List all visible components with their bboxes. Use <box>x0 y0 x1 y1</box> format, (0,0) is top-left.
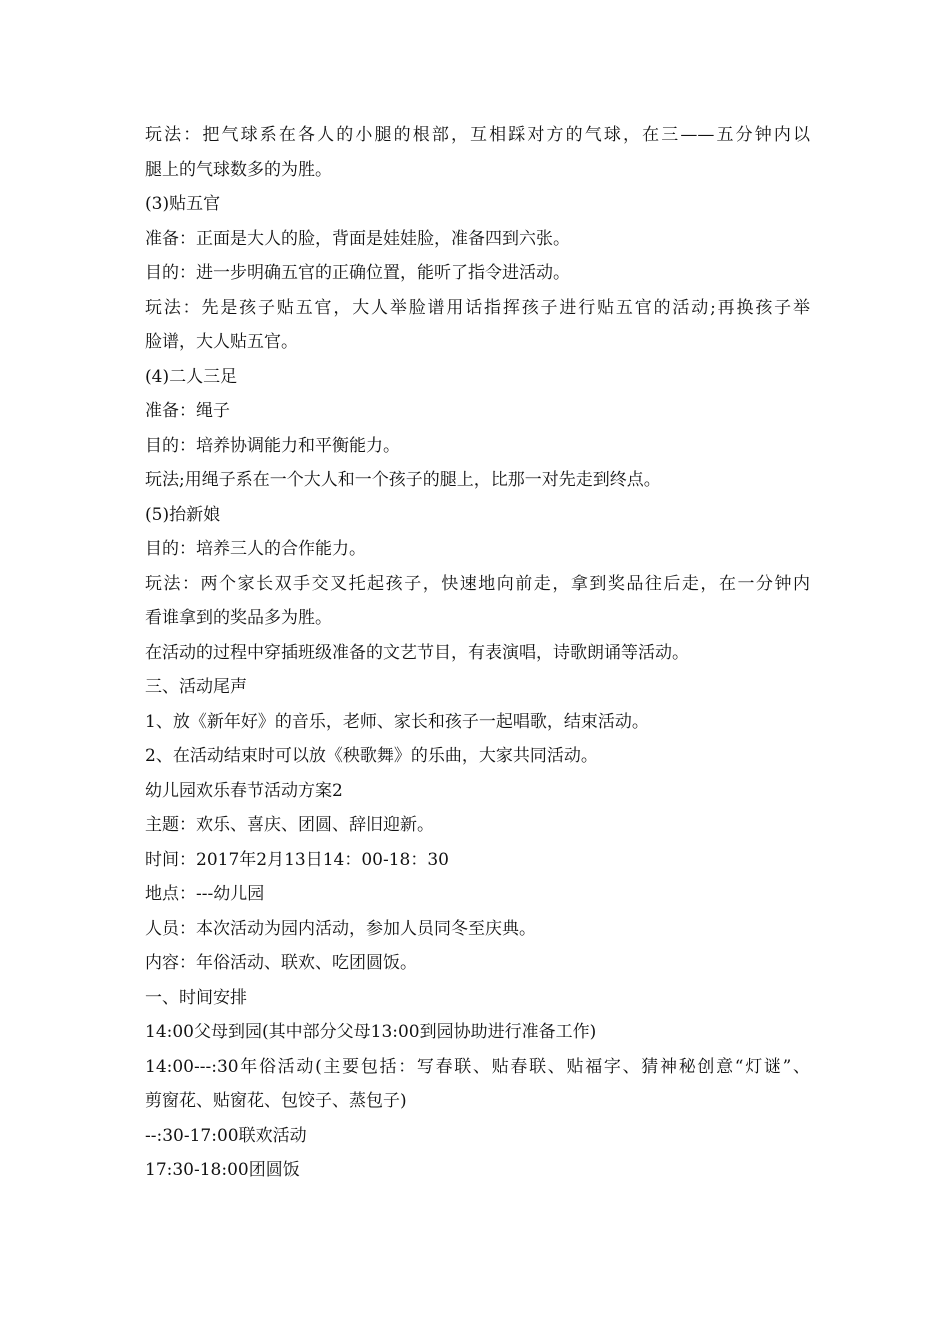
text-line: 幼儿园欢乐春节活动方案2 <box>145 780 343 801</box>
text-line: 2、在活动结束时可以放《秧歌舞》的乐曲，大家共同活动。 <box>145 746 598 766</box>
text-line: 内容：年俗活动、联欢、吃团圆饭。 <box>145 953 417 973</box>
document-page <box>145 118 810 1188</box>
text-line: 14:00父母到园(其中部分父母13:00到园协助进行准备工作) <box>145 1022 597 1042</box>
text-line: 人员：本次活动为园内活动，参加人员同冬至庆典。 <box>145 918 536 939</box>
text-line: 剪窗花、贴窗花、包饺子、蒸包子) <box>145 1091 407 1111</box>
text-line: 三、活动尾声 <box>145 677 247 697</box>
text-line: 一、时间安排 <box>145 987 247 1008</box>
text-line: 准备：正面是大人的脸，背面是娃娃脸，准备四到六张。 <box>145 228 570 249</box>
text-line: (4)二人三足 <box>145 366 238 387</box>
text-line: 看谁拿到的奖品多为胜。 <box>145 608 332 628</box>
text-line: 地点：---幼儿园 <box>145 884 265 904</box>
text-line: 在活动的过程中穿插班级准备的文艺节目，有表演唱，诗歌朗诵等活动。 <box>145 642 689 663</box>
text-line: 主题：欢乐、喜庆、团圆、辞旧迎新。 <box>145 815 434 835</box>
text-line: 脸谱，大人贴五官。 <box>145 332 298 352</box>
text-line: 玩法：把气球系在各人的小腿的根部，互相踩对方的气球，在三——五分钟内以 <box>145 125 810 145</box>
text-line: (5)抬新娘 <box>145 504 221 525</box>
text-line: 14:00---:30年俗活动(主要包括：写春联、贴春联、贴福字、猜神秘创意“灯谜”、 <box>145 1056 810 1077</box>
text-line: 目的：培养协调能力和平衡能力。 <box>145 435 400 456</box>
text-line: 目的：进一步明确五官的正确位置，能听了指令进活动。 <box>145 263 570 283</box>
text-line: 玩法：两个家长双手交叉托起孩子，快速地向前走，拿到奖品往后走，在一分钟内 <box>145 573 810 594</box>
text-line: 17:30-18:00团圆饭 <box>145 1160 300 1180</box>
text-line: 时间：2017年2月13日14：00-18：30 <box>145 849 449 870</box>
text-line: 玩法;用绳子系在一个大人和一个孩子的腿上，比那一对先走到终点。 <box>145 470 661 490</box>
text-line: 1、放《新年好》的音乐，老师、家长和孩子一起唱歌，结束活动。 <box>145 711 649 732</box>
text-line: 准备：绳子 <box>145 401 230 421</box>
text-line: (3)贴五官 <box>145 194 221 214</box>
text-line: 目的：培养三人的合作能力。 <box>145 539 366 559</box>
text-line: --:30-17:00联欢活动 <box>145 1125 307 1146</box>
text-line: 腿上的气球数多的为胜。 <box>145 159 332 180</box>
text-line: 玩法：先是孩子贴五官，大人举脸谱用话指挥孩子进行贴五官的活动;再换孩子举 <box>145 297 810 318</box>
